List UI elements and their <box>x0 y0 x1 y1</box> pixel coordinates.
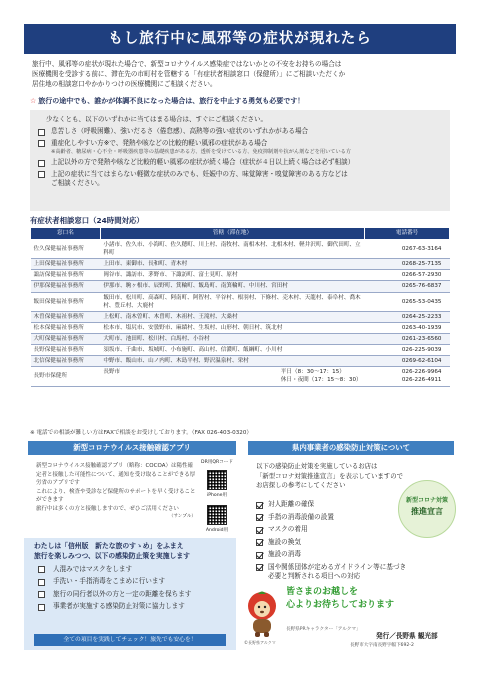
qr-codes <box>198 460 236 535</box>
mission-item[interactable] <box>38 590 226 600</box>
office-name: 長野市保健所 <box>31 367 101 386</box>
mascot-note: 長野県PRキャラクター「アルクマ」 <box>286 627 361 632</box>
mission-item-label: 人混みではマスクをします <box>53 564 133 573</box>
column-header: 窓口名 <box>31 228 101 240</box>
cocoa-text: 旅行中は多くの方と接触しますので、ぜひご活用ください <box>36 505 179 512</box>
jurisdiction-text: 須坂市、千曲市、坂城町、小布施町、高山村、信濃町、飯綱町、小川村 <box>103 347 283 354</box>
phone-number[interactable]: 0264-25-2233 <box>365 311 450 322</box>
office-name: 大町保健福祉事務所 <box>31 333 101 344</box>
checkmark-icon <box>256 552 263 559</box>
symptom-text: 上記の症状に当てはまらない軽微な症状のみでも、妊娠中の方、味覚障害・嗅覚障害のある方などは <box>51 169 348 178</box>
qr-caption: DR用QRコード <box>201 460 233 465</box>
office-name: 飯田保健福祉事務所 <box>31 292 101 311</box>
symptom-text-cont: ご相談ください。 <box>51 179 104 188</box>
table-row <box>31 356 450 367</box>
publisher-address: 長野市大字南長野字幅下692-2 <box>350 643 414 648</box>
jurisdiction-cell <box>100 322 364 333</box>
table-row <box>31 311 450 322</box>
jurisdiction-cell <box>100 259 364 270</box>
table-row <box>31 240 450 259</box>
mission-item[interactable] <box>38 577 226 587</box>
office-name: 上田保健福祉事務所 <box>31 259 101 270</box>
office-name: 北信保健福祉事務所 <box>31 356 101 367</box>
cocoa-section-header: 新型コロナウイルス接触確認アプリ <box>28 441 236 455</box>
jurisdiction-text: 中野市、飯山市、山ノ内町、木島平村、野沢温泉村、栄村 <box>103 358 249 365</box>
qr-code-icon[interactable] <box>207 470 227 490</box>
checkmark-icon <box>256 539 263 546</box>
jurisdiction-text: 長野市 <box>103 369 121 376</box>
seal-line2: 推進宣言 <box>411 506 443 516</box>
jurisdiction-cell <box>100 240 364 259</box>
cocoa-text: 新型コロナウイルス接触確認アプリ（略称：COCOA）は陽性確定者と接触した可能性について、通知を受け取ることができる厚労省のアプリです <box>36 463 196 487</box>
jurisdiction-cell <box>100 270 364 281</box>
warning-line <box>30 96 450 106</box>
mission-footer: 全ての項目を実践してチェック！旅先でも安心を！ <box>34 634 226 646</box>
shops-text: 以下の感染防止対策を実施しているお店は <box>256 462 378 470</box>
symptom-item <box>38 170 442 189</box>
phone-number[interactable]: 0263-40-1939 <box>365 322 450 333</box>
intro-line: 医療機関を受診する前に、滞在先の市町村を管轄する「有症状者相談窓口（保健所）」にご相談いただくか <box>32 69 346 78</box>
jurisdiction-text: 上松町、南木曽町、木曽町、木祖村、王滝村、大桑村 <box>103 313 238 320</box>
symptom-item <box>38 127 442 137</box>
checkmark-icon <box>256 564 263 571</box>
jurisdiction-text: 上田市、東御市、長和町、青木村 <box>103 261 188 268</box>
mission-item[interactable] <box>38 602 226 612</box>
symptom-text: 上記以外の方で発熱や咳など比較的軽い風邪の症状が続く場合（症状が４日以上続く場合は必ず相談） <box>51 158 355 167</box>
office-name: 諏訪保健福祉事務所 <box>31 270 101 281</box>
seal-line1: 新型コロナ対策 <box>405 497 448 504</box>
jurisdiction-text: 小諸市、佐久市、小海町、佐久穂町、川上村、南牧村、南相木村、北相木村、軽井沢町、御代田町、立科町 <box>103 242 361 257</box>
measure-label: 施設の消毒 <box>268 550 301 559</box>
welcome-line: 心よりお待ちしております <box>286 600 395 611</box>
jurisdiction-cell <box>100 333 364 344</box>
shops-text: お店探しの参考にしてください <box>256 481 346 490</box>
column-header: 管轄（滞在地） <box>100 228 364 240</box>
cocoa-text: これにより、検査や受診など保健所のサポートを早く受けることができます <box>36 488 196 504</box>
office-name: 木曽保健福祉事務所 <box>31 311 101 322</box>
phone-number[interactable]: 0266-57-2930 <box>365 270 450 281</box>
checkbox-icon <box>38 171 45 178</box>
symptoms-box <box>30 110 450 211</box>
jurisdiction-text: 大町市、池田町、松川村、白馬村、小谷村 <box>103 335 210 342</box>
table-row <box>31 292 450 311</box>
checkbox-icon <box>38 140 45 147</box>
publisher: 発行／長野県 観光部 <box>376 632 438 640</box>
checkbox-icon <box>38 160 45 167</box>
welcome-line: 皆さまのお越しを <box>286 587 359 597</box>
symptom-subnote: ※高齢者、糖尿病・心不全・呼吸器疾患等の基礎疾患がある方、透析を受けている方、免疫抑制剤や抗がん剤などを用いている方 <box>51 148 352 155</box>
bear-mascot-icon <box>244 590 280 638</box>
table-row <box>31 333 450 344</box>
symptom-text: 重症化しやすい方※で、発熱や咳などの比較的軽い風邪の症状がある場合 <box>51 138 268 147</box>
measure-label: マスクの着用 <box>268 525 308 534</box>
intro-line: 居住地の相談窓口やかかりつけの医療機関にご相談ください。 <box>32 79 217 88</box>
mission-box <box>24 538 236 650</box>
cocoa-description <box>36 462 196 520</box>
android-label: Android用 <box>205 528 229 534</box>
measure-label-cont: 必要と判断される項目への対応 <box>268 572 361 581</box>
jurisdiction-text: 岡谷市、諏訪市、茅野市、下諏訪町、富士見町、原村 <box>103 272 238 279</box>
checkbox-icon[interactable] <box>38 604 45 611</box>
office-name: 長野保健福祉事務所 <box>31 345 101 356</box>
jurisdiction-text: 松本市、塩尻市、安曇野市、麻績村、生坂村、山形村、朝日村、筑北村 <box>103 324 283 331</box>
jurisdiction-text: 飯田市、松川町、高森町、阿南町、阿智村、平谷村、根羽村、下條村、売木村、天龍村、泰阜村、喬木村、豊丘村、大鹿村 <box>103 294 361 309</box>
phone-number[interactable]: 0265-76-6837 <box>365 281 450 292</box>
mission-item-label: 旅行の同行者以外の方と一定の距離を保ちます <box>53 589 192 598</box>
table-row <box>31 322 450 333</box>
page-title-banner: もし旅行中に風邪等の症状が現れたら <box>24 24 456 54</box>
iphone-label: iPhone用 <box>206 492 228 498</box>
checkbox-icon[interactable] <box>38 566 45 573</box>
jurisdiction-text: 伊那市、駒ヶ根市、辰野町、箕輪町、飯島町、南箕輪町、中川村、宮田村 <box>103 283 288 290</box>
symptom-item <box>38 139 442 156</box>
table-row <box>31 270 450 281</box>
phone-number[interactable]: 026-226-9964 026-226-4911 <box>365 367 450 386</box>
star-icon: ☆ <box>30 97 37 105</box>
measure-item <box>256 563 466 582</box>
intro-line: 旅行中、風邪等の症状が現れた場合で、新型コロナウイルス感染症ではないかとの不安をお持ちの場合は <box>32 60 342 68</box>
declaration-seal <box>398 480 456 538</box>
measure-item <box>256 538 466 548</box>
fax-note: ※ 電話での相談が難しい方はFAXで相談をお受けしております。（FAX 026-403-0320） <box>30 430 252 436</box>
checkmark-icon <box>256 527 263 534</box>
mission-item-label: 手洗い・手指消毒をこまめに行います <box>53 577 166 586</box>
qr-code-icon[interactable] <box>207 505 227 525</box>
hours-text: 平日（8：30〜17：15） 休日・夜間（17：15〜8：30） <box>280 369 362 384</box>
phone-number[interactable]: 026-225-9039 <box>365 345 450 356</box>
mission-title: 旅行を楽しみつつ、以下の感染防止策を実施します <box>34 551 190 560</box>
phone-number[interactable]: 0261-23-6560 <box>365 333 450 344</box>
welcome-message <box>286 586 406 612</box>
checkbox-icon <box>38 129 45 136</box>
phone-number[interactable]: 0268-25-7135 <box>365 259 450 270</box>
phone-number[interactable]: 0265-53-0435 <box>365 292 450 311</box>
phone-number[interactable]: 0269-62-6104 <box>365 356 450 367</box>
measure-label: 国や関係団体が定めるガイドライン等に基づき <box>268 562 407 571</box>
phone-number[interactable]: 0267-63-3164 <box>365 240 450 259</box>
office-name: 松本保健福祉事務所 <box>31 322 101 333</box>
shops-section-header: 県内事業者の感染防止対策について <box>248 441 454 455</box>
checkbox-icon[interactable] <box>38 591 45 598</box>
symptom-item <box>38 158 442 168</box>
jurisdiction-cell <box>100 367 364 386</box>
symptoms-lead: 少なくとも、以下のいずれかに当てはまる場合は、すぐにご相談ください。 <box>46 115 267 123</box>
measure-item <box>256 550 466 560</box>
table-row <box>31 345 450 356</box>
checkmark-icon <box>256 514 263 521</box>
office-name: 佐久保健福祉事務所 <box>31 240 101 259</box>
measure-label: 施設の換気 <box>268 537 301 546</box>
table-row <box>31 259 450 270</box>
table-row <box>31 367 450 386</box>
jurisdiction-cell <box>100 311 364 322</box>
table-row <box>31 281 450 292</box>
consultation-table <box>30 227 450 387</box>
warning-text: 旅行の途中でも、誰かが体調不良になった場合は、旅行を中止する勇気も必要です！ <box>38 97 305 105</box>
shops-text: 「新型コロナ対策推進宣言」を表示していますので <box>256 471 403 480</box>
consultation-table-title: 有症状者相談窓口（24時間対応） <box>30 216 144 225</box>
jurisdiction-cell <box>100 281 364 292</box>
mission-item-label: 事業者が実施する感染防止対策に協力します <box>53 602 185 611</box>
sample-tag: （サンプル） <box>168 514 196 520</box>
checkbox-icon[interactable] <box>38 579 45 586</box>
measure-label: 手指の消毒設備の設置 <box>268 512 334 521</box>
office-name: 伊那保健福祉事務所 <box>31 281 101 292</box>
mascot-credit: ©長野県アルクマ <box>244 640 276 645</box>
mission-title: わたしは「信州版 新たな旅のすゝめ」をふまえ <box>34 542 184 550</box>
symptom-text: 息苦しさ（呼吸困難）、強いだるさ（倦怠感）、高熱等の強い症状のいずれかがある場合 <box>51 127 309 136</box>
column-header: 電話番号 <box>365 228 450 240</box>
jurisdiction-cell <box>100 345 364 356</box>
measure-label: 対人距離の確保 <box>268 500 315 508</box>
intro-text <box>32 60 452 90</box>
jurisdiction-cell <box>100 292 364 311</box>
jurisdiction-cell <box>100 356 364 367</box>
mission-item[interactable] <box>38 565 226 575</box>
checkmark-icon <box>256 502 263 509</box>
